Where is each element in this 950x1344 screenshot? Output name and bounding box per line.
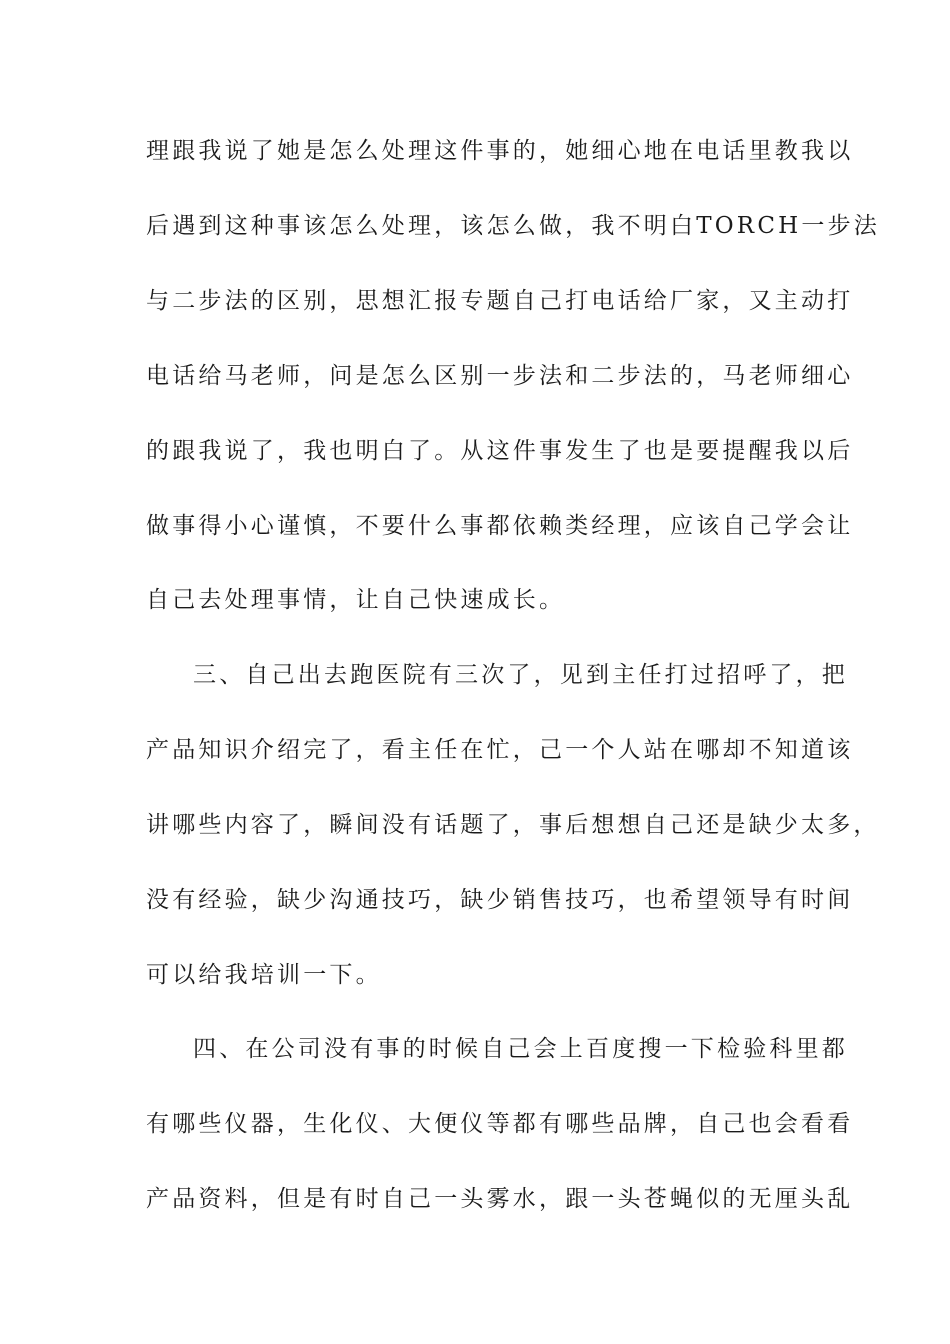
text-line: 电话给马老师，问是怎么区别一步法和二步法的，马老师细心 bbox=[146, 363, 854, 389]
text-line: 的跟我说了，我也明白了。从这件事发生了也是要提醒我以后 bbox=[146, 438, 854, 464]
text-line: 自己去处理事情，让自己快速成长。 bbox=[146, 587, 566, 613]
paragraph-start-line: 四、在公司没有事的时候自己会上百度搜一下检验科里都 bbox=[193, 1036, 848, 1062]
text-line: 与二步法的区别，思想汇报专题自己打电话给厂家，又主动打 bbox=[146, 288, 854, 314]
text-line: 后遇到这种事该怎么处理，该怎么做，我不明白TORCH一步法 bbox=[146, 213, 880, 239]
text-line: 理跟我说了她是怎么处理这件事的，她细心地在电话里教我以 bbox=[146, 138, 854, 164]
paragraph-start-line: 三、自己出去跑医院有三次了，见到主任打过招呼了，把 bbox=[193, 662, 848, 688]
text-line: 有哪些仪器，生化仪、大便仪等都有哪些品牌，自己也会看看 bbox=[146, 1111, 854, 1137]
text-line: 没有经验，缺少沟通技巧，缺少销售技巧，也希望领导有时间 bbox=[146, 887, 854, 913]
text-line: 可以给我培训一下。 bbox=[146, 962, 382, 988]
text-line: 做事得小心谨慎，不要什么事都依赖类经理，应该自己学会让 bbox=[146, 513, 854, 539]
text-line: 讲哪些内容了，瞬间没有话题了，事后想想自己还是缺少太多， bbox=[146, 812, 880, 838]
text-line: 产品资料，但是有时自己一头雾水，跟一头苍蝇似的无厘头乱 bbox=[146, 1186, 854, 1212]
text-line: 产品知识介绍完了，看主任在忙，己一个人站在哪却不知道该 bbox=[146, 737, 854, 763]
